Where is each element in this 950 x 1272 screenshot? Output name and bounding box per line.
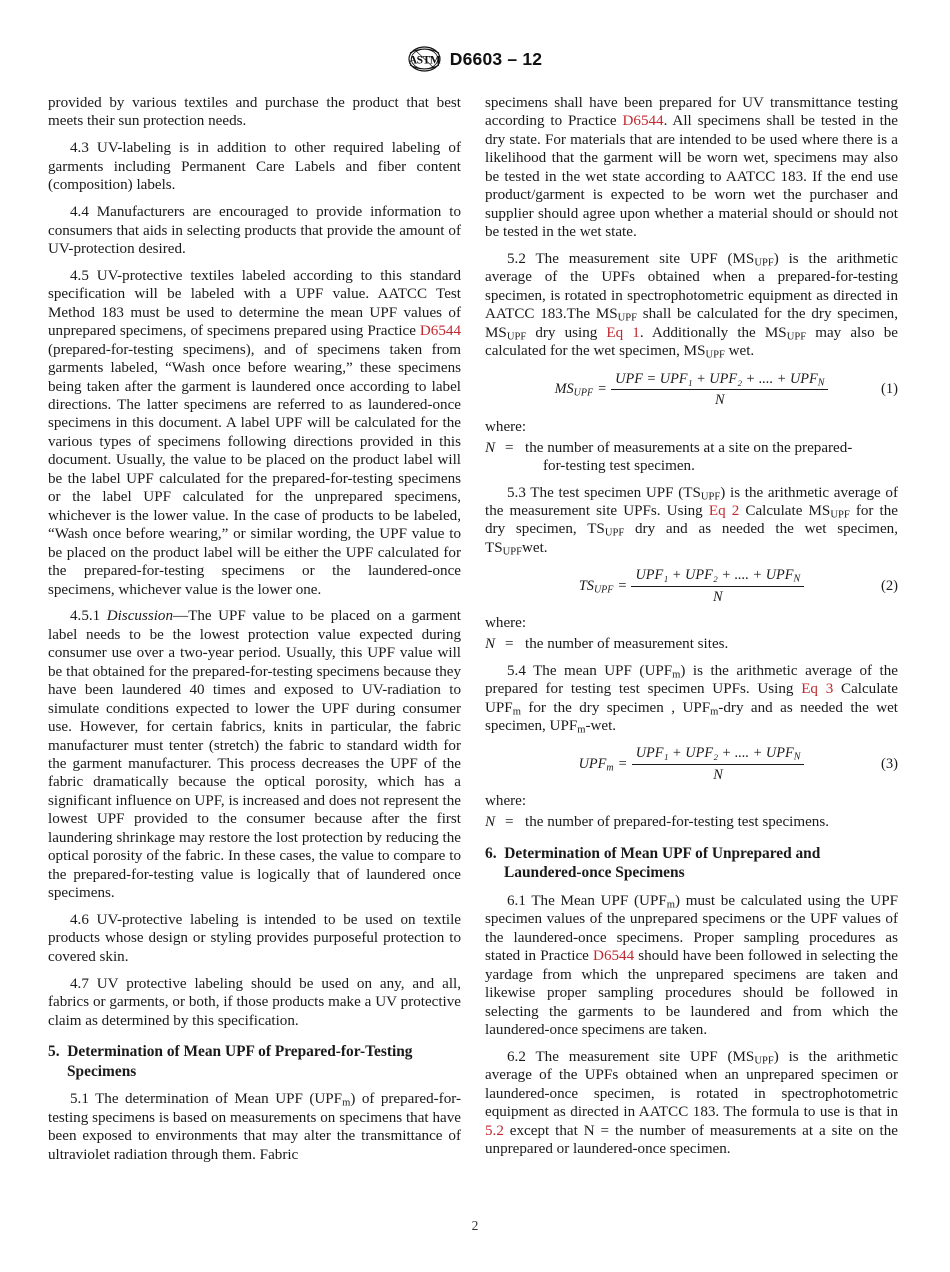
where-3-symbol: N <box>485 814 496 831</box>
p-4-5-1-italic-label: Discussion <box>106 608 173 625</box>
equation-2-lhs-sub: UPF <box>593 584 614 596</box>
link-eq-2[interactable]: Eq 2 <box>708 502 740 519</box>
p-6-1-a: 6.1 The Mean UPF (UPF <box>507 892 667 909</box>
link-section-5-2[interactable]: 5.2 <box>485 1122 504 1139</box>
page-header <box>0 46 950 72</box>
equation-3-denominator: N <box>713 766 723 783</box>
p-5-2-g: wet. <box>724 343 755 360</box>
p-5-4-c: Calculate UPF <box>485 681 898 716</box>
p-5-4-f: -wet. <box>585 717 617 734</box>
equation-1-lhs <box>555 380 594 398</box>
equation-2-number: (2) <box>880 578 898 595</box>
p-5-2-f: may also be calculated for the wet specimen, MS <box>485 324 898 360</box>
p-5-4-sub2: m <box>512 706 521 718</box>
equation-3-numerator-text: UPF₁ + UPF₂ + .... + UPF <box>635 745 794 762</box>
right-column <box>485 94 898 1167</box>
where-1-equals: = <box>505 439 514 456</box>
equation-3-lhs-sub: m <box>606 762 614 774</box>
equation-2-lhs <box>579 577 614 595</box>
where-label-1: where: <box>485 418 527 435</box>
p-6-1-sub: m <box>666 899 675 911</box>
p-6-2-c: except that N = the number of measurements at a site on the unprepared or laundered-once specimen. <box>485 1122 898 1158</box>
where-row-3 <box>485 813 898 831</box>
link-d6544-right[interactable]: D6544 <box>622 113 664 130</box>
paragraph-4-5 <box>48 267 461 599</box>
equation-3-fraction <box>632 744 805 784</box>
equation-3-lhs-text: UPF <box>578 756 607 773</box>
p-4-5-1-number: 4.5.1 <box>70 608 107 625</box>
equation-2-fraction <box>631 566 804 606</box>
equation-2 <box>485 566 898 606</box>
p-5-3-a: 5.3 The test specimen UPF (TS <box>507 484 701 501</box>
link-d6544[interactable]: D6544 <box>419 323 461 340</box>
p-cont-b: . All specimens shall be tested in the dry state. For materials that are intended to be used where there is a likelihood that the garment will be worn wet, specimens may also be tested in the wet state according to AATCC 183. If the end use product/garment is expected to be worn wet the purchaser and supplier should agree upon whether a material should or should not be tested in the wet state. <box>485 113 899 241</box>
paragraph-4-4: 4.4 Manufacturers are encouraged to provide information to consumers that aids in selecting products that provide the amount of UV-protection desired. <box>48 204 461 257</box>
where-2-symbol: N <box>485 636 496 653</box>
p-5-4-sub4: m <box>577 724 586 736</box>
where-1-symbol: N <box>485 439 496 456</box>
p-5-3-c: Calculate MS <box>739 502 831 519</box>
link-d6544-6-1[interactable]: D6544 <box>593 948 635 965</box>
paragraph-4-3: 4.3 UV-labeling is in addition to other required labeling of garments including Permanent Care Labels and fiber content (composition) labels. <box>48 140 461 194</box>
p-5-1-subscript: m <box>342 1098 351 1110</box>
equation-1-lhs-text: MS <box>554 381 574 398</box>
page-title: D6603 – 12 <box>449 48 543 69</box>
p-5-4-a: 5.4 The mean UPF (UPF <box>507 662 673 679</box>
paragraph-4-6: 4.6 UV-protective labeling is intended to be used on textile products whose design or styling provides purposeful protection to covered skin. <box>48 911 461 965</box>
paragraph-4-5-1-discussion <box>48 607 461 902</box>
p-5-2-a: 5.2 The measurement site UPF (MS <box>507 251 755 268</box>
heading-6-text: Determination of Mean UPF of Unprepared and Laundered-once Specimens <box>504 844 821 882</box>
heading-5-number: 5. <box>48 1043 60 1061</box>
equation-2-numerator-sub: N <box>793 573 801 585</box>
p-6-1-c: should have been followed in selecting the yardage from which the unprepared specimens are taken and likewise proper sampling procedures should be followed in selecting the garments to be laundered and from which the laundered-once specimens are taken. <box>485 948 898 1039</box>
paragraph-4-7: 4.7 UV protective labeling should be used on any, and all, fabrics or garments, or both, if those products make a UV protective claim as determined by this specification. <box>48 975 461 1029</box>
p-6-2-sub: UPF <box>754 1055 774 1067</box>
p-5-2-sub3: UPF <box>506 331 527 343</box>
page-number: 2 <box>471 1218 479 1233</box>
where-2-definition: the number of measurement sites. <box>525 636 729 653</box>
heading-5-text: Determination of Mean UPF of Prepared-for-Testing Specimens <box>67 1043 413 1080</box>
where-3-equals: = <box>505 814 514 831</box>
equation-1-equals: = <box>598 381 607 398</box>
p-5-2-sub1: UPF <box>754 257 774 269</box>
paragraph-continued-right <box>485 94 898 242</box>
equation-3-numerator <box>632 744 805 763</box>
where-1-definition-line2: for-testing test specimen. <box>543 458 695 475</box>
p-5-4-e: -dry and as needed the wet specimen, UPF <box>485 699 898 734</box>
equation-3-equals: = <box>618 756 627 773</box>
equation-1-fraction <box>611 370 828 410</box>
p-5-3-e: dry and as needed the wet specimen, TS <box>485 521 898 556</box>
p-4-5-text-a: 4.5 UV-protective textiles labeled according to this standard specification will be labeled with a UPF value. AATCC Test Method 183 must be used to determine the mean UPF values of unprepared specimens, of specimens prepared using Practice <box>48 267 461 340</box>
p-5-2-c: shall be calculated for the dry specimen, MS <box>485 306 898 341</box>
link-eq-3[interactable]: Eq 3 <box>801 681 834 698</box>
paragraph-6-2 <box>485 1048 898 1159</box>
p-4-5-text-b: (prepared-for-testing specimens), and of specimens taken from garments labeled, “Wash once before wearing,” these specimens being taken after the garment is laundered once according to label directions. The latter specimens are referred to as laundered-once specimens in this document. A label UPF will be calculated for the various types of specimens following directions provided in this document. Usually, the value to be placed on the product label will be the label UPF calculated for the prepared-for-testing specimens or the label UPF calculated for the unprepared specimens, whichever is the lower value. In the case of products to be labeled, “Wash once before wearing,” or similar wording, the UPF value to be placed on the product label will be either the UPF calculated for the prepared-for-testing specimens or the laundered-once specimens, whichever value is the lower one. <box>48 341 461 598</box>
where-label-3: where: <box>485 793 527 810</box>
heading-section-5 <box>48 1042 461 1081</box>
svg-text:ASTM: ASTM <box>408 54 440 67</box>
p-5-3-d: for the dry specimen, TS <box>485 502 898 538</box>
heading-6-number: 6. <box>485 844 497 862</box>
p-5-4-b: ) is the arithmetic average of the prepared for testing test specimen UPFs. Using <box>485 662 898 698</box>
where-label-2: where: <box>485 615 527 632</box>
where-3-definition: the number of prepared-for-testing test specimens. <box>525 814 829 831</box>
astm-logo-icon <box>408 46 441 72</box>
p-5-2-d: dry using <box>526 324 607 341</box>
p-5-3-b: ) is the arithmetic average of the measurement site UPFs. Using <box>485 484 898 519</box>
p-5-3-sub3: UPF <box>604 528 625 540</box>
paragraph-continued: provided by various textiles and purchase the product that best meets their sun protection needs. <box>48 95 461 130</box>
p-5-2-b: ) is the arithmetic average of the UPFs obtained when a prepared-for-testing specimen, is rotated in spectrophotometric equipment as directed in AATCC 183.The MS <box>485 251 898 323</box>
paragraph-5-1 <box>48 1090 461 1164</box>
equation-3-number: (3) <box>880 756 898 773</box>
equation-2-denominator: N <box>713 588 723 605</box>
where-row-2 <box>485 635 898 653</box>
paragraph-5-4 <box>485 662 898 736</box>
p-5-1-b: ) of prepared-for-testing specimens is based on measurements on specimens that have been exposed to environments that may alter the transmittance of ultraviolet radiation through them. Fabric <box>48 1091 462 1163</box>
equation-2-numerator <box>631 566 804 585</box>
p-5-2-sub5: UPF <box>705 350 725 362</box>
paragraph-6-1 <box>485 892 898 1040</box>
heading-section-6 <box>485 844 898 883</box>
p-6-1-b: ) must be calculated using the UPF specimen values of the unprepared specimens or the UPF values of the laundered-once specimens. Proper sampling procedures as stated in Practice <box>485 892 898 965</box>
where-row-1 <box>485 439 898 476</box>
paragraph-5-2 <box>485 250 898 361</box>
equation-1-lhs-sub: UPF <box>573 388 594 400</box>
p-6-2-a: 6.2 The measurement site UPF (MS <box>507 1048 755 1065</box>
link-eq-1[interactable]: Eq 1 <box>606 324 640 341</box>
equation-1-numerator-sub: N <box>817 377 825 389</box>
p-cont-a: specimens shall have been prepared for UV transmittance testing according to Practice <box>485 95 898 130</box>
p-4-5-1-rest: —The UPF value to be placed on a garment label needs to be the lowest protection value expected during consumer use over a two-year period. Usually, this UPF value will be that obtained for the prepared-for-testing specimens because they have been laundered 40 times and exposed to UV-radiation to simulate conditions expected to lower the UPF during consumer use. However, for certain fabrics, knits in particular, the fabric manufacturer must tenter (stretch) the fabric to standard width for the garment manufacturer. This process decreases the UPF of the fabric dramatically because the optical porosity, which has a significant influence on UPF, is increased and does not represent the lowest UPF provided to the consumer because after the first laundering shrinkage may restore the lost protection by reducing the optical porosity of the fabric. In these cases, the value to compare to the prepared-for-testing value is logically that of laundered once specimens. <box>48 608 461 902</box>
p-5-3-f: wet. <box>522 539 548 556</box>
p-5-4-sub3: m <box>710 706 719 718</box>
equation-3-lhs <box>579 755 614 773</box>
p-5-2-sub4: UPF <box>786 331 807 343</box>
equation-1 <box>485 370 898 410</box>
p-6-2-b: ) is the arithmetic average of the UPFs obtained when an unprepared specimen or laundered-once specimen, is rotated in spectrophotometric equipment as directed in AATCC 183. The formula to use is that in <box>485 1048 898 1121</box>
equation-1-numerator <box>611 370 828 389</box>
p-5-4-sub1: m <box>672 669 681 681</box>
equation-1-number: (1) <box>880 381 898 398</box>
equation-2-lhs-text: TS <box>578 578 594 595</box>
p-5-1-a: 5.1 The determination of Mean UPF (UPF <box>70 1091 343 1108</box>
equation-3 <box>485 744 898 784</box>
p-5-3-sub4: UPF <box>502 546 523 558</box>
paragraph-5-3 <box>485 484 898 558</box>
equation-1-numerator-text: UPF = UPF₁ + UPF₂ + .... + UPF <box>615 370 818 387</box>
equation-2-numerator-text: UPF₁ + UPF₂ + .... + UPF <box>635 567 794 584</box>
equation-2-equals: = <box>618 578 627 595</box>
where-1-definition-line1: the number of measurements at a site on the prepared- <box>525 439 853 456</box>
p-5-2-e: . Additionally the MS <box>639 324 787 341</box>
where-2-equals: = <box>505 636 514 653</box>
p-5-2-sub2: UPF <box>617 313 638 325</box>
left-column <box>48 94 461 1172</box>
p-5-3-sub1: UPF <box>700 491 721 503</box>
equation-3-numerator-sub: N <box>793 752 801 764</box>
p-5-3-sub2: UPF <box>830 509 850 521</box>
equation-1-denominator: N <box>715 392 725 409</box>
where-1-definition <box>523 439 898 476</box>
p-5-4-d: for the dry specimen , UPF <box>520 699 711 716</box>
